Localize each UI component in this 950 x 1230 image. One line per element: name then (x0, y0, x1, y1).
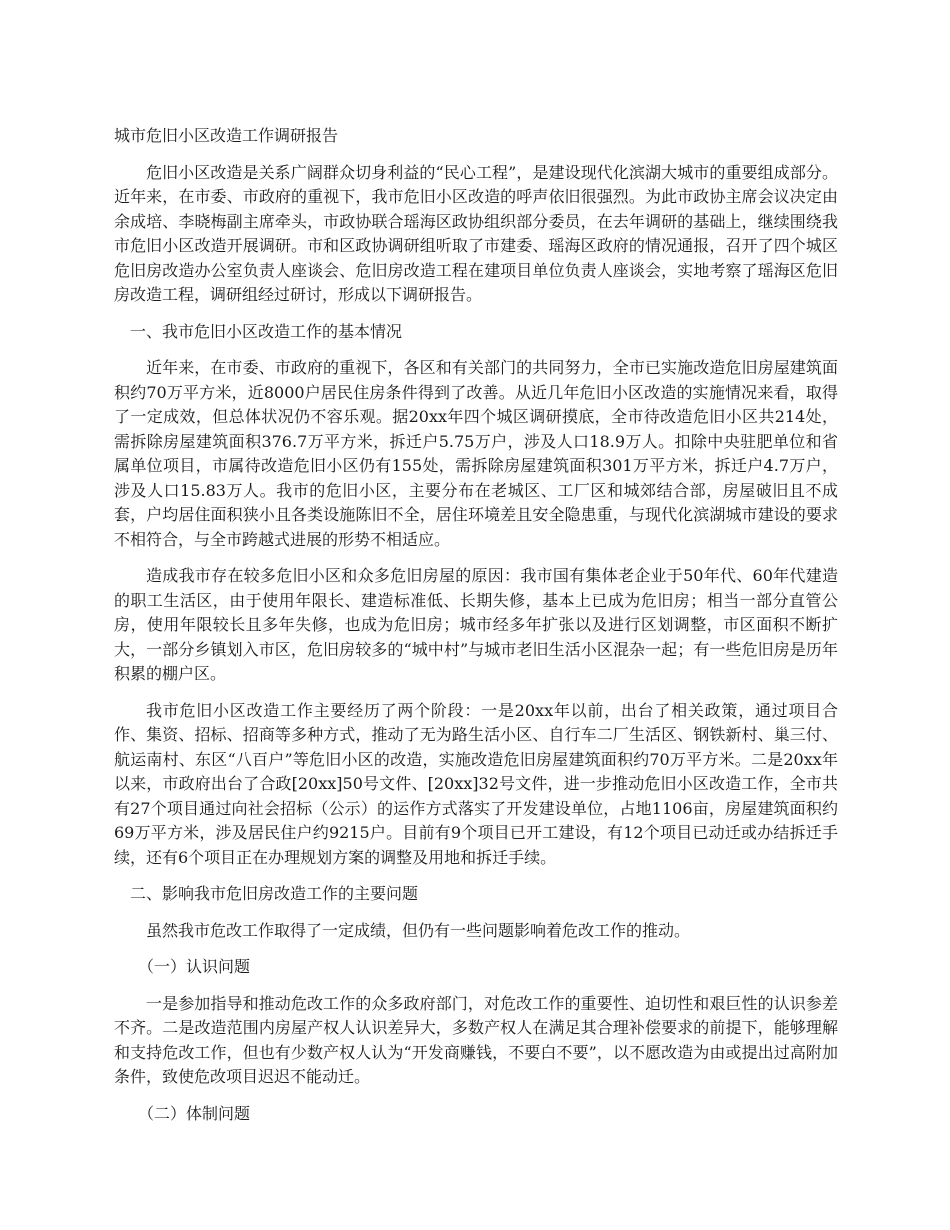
intro-paragraph: 危旧小区改造是关系广阔群众切身利益的“民心工程”，是建设现代化滨湖大城市的重要组成部分。近年来，在市委、市政府的重视下，我市危旧小区改造的呼声依旧很强烈。为此市政协主席会议决定由余成培、李晓梅副主席牵头，市政协联合瑶海区政协组织部分委员，在去年调研的基础上，继续围绕我市危旧小区改造开展调研。市和区政协调研组听取了市建委、瑶海区政府的情况通报，召开了四个城区危旧房改造办公室负责人座谈会、危旧房改造工程在建项目单位负责人座谈会，实地考察了瑶海区危旧房改造工程，调研组经过研讨，形成以下调研报告。 (114, 162, 838, 304)
subheading-institutional: （二）体制问题 (138, 1103, 251, 1123)
section-heading-main-problems: 二、影响我市危旧房改造工作的主要问题 (130, 884, 419, 903)
subheading-awareness: （一）认识问题 (138, 957, 251, 976)
paragraph-causes: 造成我市存在较多危旧小区和众多危旧房屋的原因：我市国有集体老企业于50年代、60年代建造的职工生活区，由于使用年限长、建造标准低、长期失修，基本上已成为危旧房；相当一部分直管公房，使用年限较长且多年失修，也成为危旧房；城市经多年扩张以及进行区划调整，市区面积不断扩大，一部分乡镇划入市区，危旧房较多的“城中村”与城市老旧生活小区混杂一起；有一些危旧房是历年积累的棚户区。 (114, 566, 838, 683)
document-body (114, 124, 838, 1138)
paragraph-problems-intro: 虽然我市危改工作取得了一定成绩，但仍有一些问题影响着危改工作的推动。 (146, 920, 691, 940)
section-heading-basic-situation: 一、我市危旧小区改造工作的基本情况 (130, 321, 403, 341)
paragraph-awareness: 一是参加指导和推动危改工作的众多政府部门，对危改工作的重要性、迫切性和艰巨性的认识参差不齐。二是改造范围内房屋产权人认识差异大，多数产权人在满足其合理补偿要求的前提下，能够理解和支持危改工作，但也有少数产权人认为“开发商赚钱，不要白不要”，以不愿改造为由或提出过高附加条件，致使危改项目迟迟不能动迁。 (114, 993, 838, 1086)
paragraph-situation-overview: 近年来，在市委、市政府的重视下，各区和有关部门的共同努力，全市已实施改造危旧房屋建筑面积约70万平方米，近8000户居民住房条件得到了改善。从近几年危旧小区改造的实施情况来看，取得了一定成效，但总体状况仍不容乐观。据20xx年四个城区调研摸底，全市待改造危旧小区共214处，需拆除房屋建筑面积376.7万平方米，拆迁户5.75万户，涉及人口18.9万人。扣除中央驻肥单位和省属单位项目，市属待改造危旧小区仍有155处，需拆除房屋建筑面积301万平方米，拆迁户4.7万户，涉及人口15.83万人。我市的危旧小区，主要分布在老城区、工厂区和城郊结合部，房屋破旧且不成套，户均居住面积狭小且各类设施陈旧不全，居住环境差且安全隐患重，与现代化滨湖城市建设的要求不相符合，与全市跨越式进展的形势不相适应。 (114, 358, 838, 549)
paragraph-stages: 我市危旧小区改造工作主要经历了两个阶段：一是20xx年以前，出台了相关政策，通过项目合作、集资、招标、招商等多种方式，推动了无为路生活小区、自行车二厂生活区、钢铁新村、巢三付、航运南村、东区“八百户”等危旧小区的改造，实施改造危旧房屋建筑面积约70万平方米。二是20xx年以来，市政府出台了合政[20xx]50号文件、[20xx]32号文件，进一步推动危旧小区改造工作，全市共有27个项目通过向社会招标（公示）的运作方式落实了开发建设单位，占地1106亩，房屋建筑面积约69万平方米，涉及居民住户约9215户。目前有9个项目已开工建设，有12个项目已动迁或办结拆迁手续，还有6个项目正在办理规划方案的调整及用地和拆迁手续。 (114, 700, 838, 867)
document-title: 城市危旧小区改造工作调研报告 (114, 126, 339, 145)
